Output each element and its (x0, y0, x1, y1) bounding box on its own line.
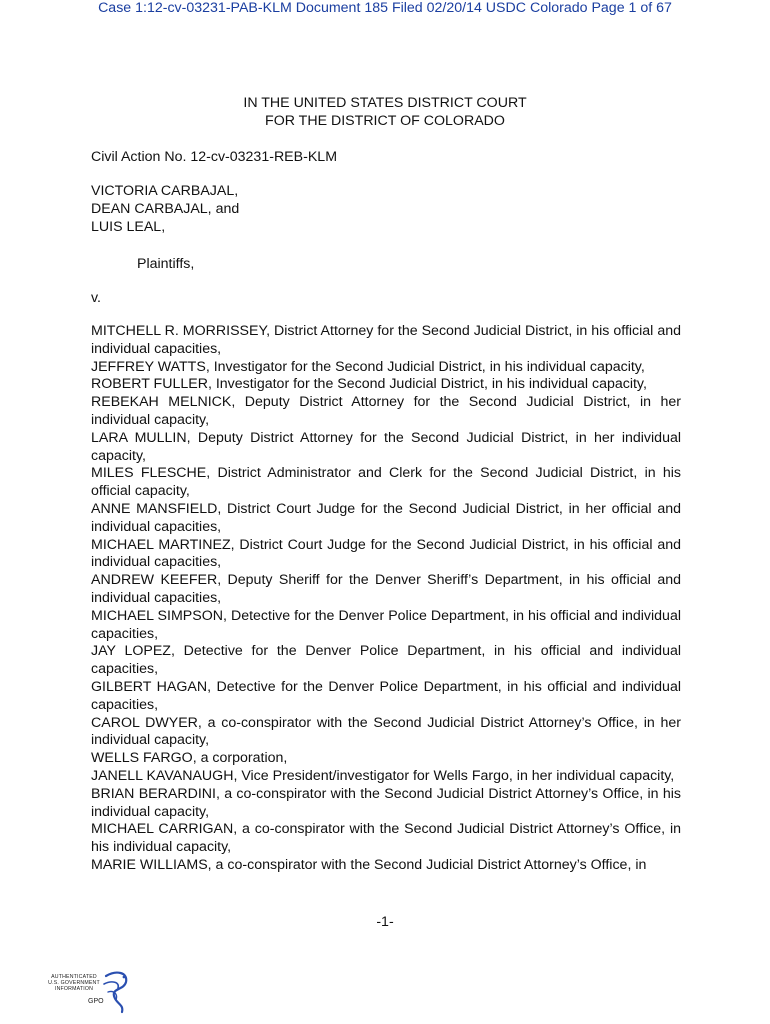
defendant-entry: JANELL KAVANAUGH, Vice President/investigator for Wells Fargo, in her individual capacity, (91, 767, 675, 784)
seal-line: INFORMATION (54, 986, 94, 992)
defendant-entry: LARA MULLIN, Deputy District Attorney for the Second Judicial District, in her individual capacity, (91, 429, 681, 464)
defendant-entry: BRIAN BERARDINI, a co-conspirator with the Second Judicial District Attorney’s Office, in his individual capacity, (91, 785, 681, 820)
defendant-entry: ROBERT FULLER, Investigator for the Second Judicial District, in his individual capacity, (91, 376, 647, 393)
court-name-line: IN THE UNITED STATES DISTRICT COURT (243, 95, 527, 111)
defendant-entry: MICHAEL MARTINEZ, District Court Judge for the Second Judicial District, in his official and individual capacities, (91, 536, 681, 571)
defendant-entry: MITCHELL R. MORRISSEY, District Attorney for the Second Judicial District, in his official and individual capacities, (91, 323, 681, 357)
case-header-stamp: Case 1:12-cv-03231-PAB-KLM Document 185 Filed 02/20/14 USDC Colorado Page 1 of 67 (98, 0, 672, 16)
plaintiffs-list (91, 182, 239, 236)
defendant-entry: JEFFREY WATTS, Investigator for the Second Judicial District, in his individual capacity, (91, 358, 645, 375)
defendant-entry: ANNE MANSFIELD, District Court Judge for the Second Judicial District, in her official and individual capacities, (91, 500, 681, 535)
defendant-entry: MILES FLESCHE, District Administrator and Clerk for the Second Judicial District, in his official capacity, (91, 465, 681, 500)
plaintiff-name: VICTORIA CARBAJAL, (91, 183, 239, 199)
defendant-entry: GILBERT HAGAN, Detective for the Denver Police Department, in his official and individual capacities, (91, 678, 681, 713)
seal-text (44, 974, 104, 992)
defendant-entry: WELLS FARGO, a corporation, (91, 750, 288, 767)
defendant-entry: MARIE WILLIAMS, a co-conspirator with the Second Judicial District Attorney’s Office, in (91, 856, 647, 873)
civil-action-number: Civil Action No. 12-cv-03231-REB-KLM (91, 149, 338, 165)
eagle-icon (102, 970, 132, 1014)
defendants-list (91, 323, 681, 875)
page-number: -1- (376, 914, 394, 930)
defendant-entry: MICHAEL SIMPSON, Detective for the Denver Police Department, in his official and individual capacities, (91, 607, 681, 642)
defendant-entry: REBEKAH MELNICK, Deputy District Attorney for the Second Judicial District, in her individual capacity, (91, 394, 681, 428)
court-caption (0, 94, 770, 130)
seal-gpo-mark: GPO (88, 998, 104, 1005)
defendant-entry: JAY LOPEZ, Detective for the Denver Police Department, in his official and individual capacities, (91, 643, 681, 678)
defendant-entry: MICHAEL CARRIGAN, a co-conspirator with the Second Judicial District Attorney’s Office, in his individual capacity, (91, 821, 681, 856)
seal-line: AUTHENTICATED (51, 974, 97, 980)
seal-line: U.S. GOVERNMENT (48, 980, 100, 986)
plaintiff-name: DEAN CARBAJAL, and (91, 201, 240, 217)
defendant-entry: CAROL DWYER, a co-conspirator with the Second Judicial District Attorney’s Office, in her individual capacity, (91, 714, 681, 749)
court-district-line: FOR THE DISTRICT OF COLORADO (265, 113, 505, 129)
versus-label: v. (91, 290, 101, 306)
defendant-entry: ANDREW KEEFER, Deputy Sheriff for the Denver Sheriff’s Department, in his official and individual capacities, (91, 572, 681, 606)
plaintiff-name: LUIS LEAL, (91, 219, 166, 235)
gpo-authentication-seal (44, 970, 134, 1014)
plaintiffs-label: Plaintiffs, (137, 256, 195, 272)
